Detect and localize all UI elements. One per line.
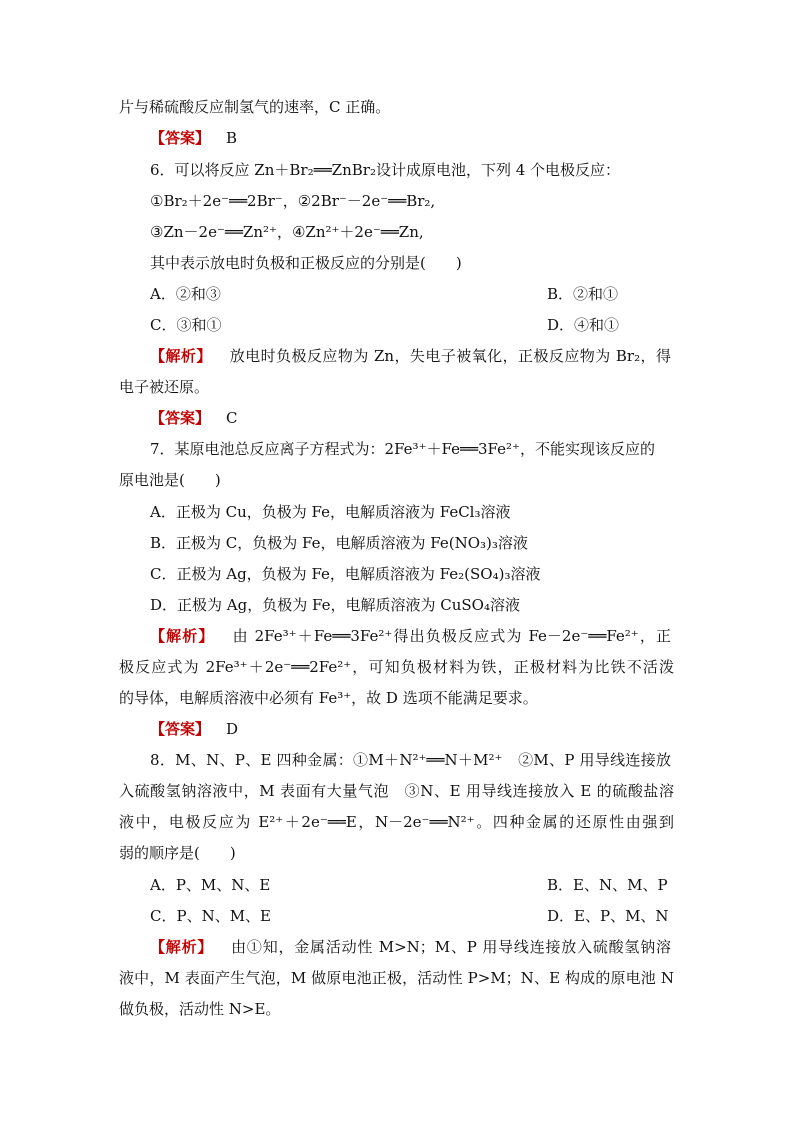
- explanation-label: 【解析】: [150, 938, 214, 956]
- explanation-label: 【解析】: [150, 347, 212, 365]
- q6-option-d: D．④和①: [547, 316, 620, 334]
- answer-value: B: [226, 129, 238, 147]
- q8-options-row-1: [150, 875, 668, 895]
- explanation-label: 【解析】: [150, 627, 215, 645]
- q8-explanation: [150, 937, 671, 957]
- q8-stem: 8．M、N、P、E 四种金属：①M＋N²⁺══N＋M²⁺ ②M、P 用导线连接放: [150, 751, 671, 769]
- q7-answer-value: D: [226, 720, 239, 738]
- q6-explanation: [150, 346, 671, 366]
- q7-option-c: C．正极为 Ag，负极为 Fe，电解质溶液为 Fe₂(SO₄)₃溶液: [150, 565, 541, 583]
- q8-option-b: B．E、N、M、P: [547, 876, 668, 894]
- q8-options-row-2: [150, 906, 669, 926]
- q7-option-b: B．正极为 C，负极为 Fe，电解质溶液为 Fe(NO₃)₃溶液: [150, 534, 528, 552]
- q6-answer-line: [150, 408, 238, 428]
- q8-explanation-text: 由①知，金属活动性 M>N；M、P 用导线连接放入硫酸氢钠溶: [231, 938, 671, 956]
- answer-line-prev: [150, 128, 237, 148]
- q8-explanation-cont: 液中，M 表面产生气泡，M 做原电池正极，活动性 P>M；N、E 构成的原电池 N: [119, 969, 674, 987]
- q6-stem: 6．可以将反应 Zn＋Br₂══ZnBr₂设计成原电池，下列 4 个电极反应：: [150, 161, 621, 179]
- q7-explanation-text: 由 2Fe³⁺＋Fe══3Fe²⁺得出负极反应式为 Fe－2e⁻══Fe²⁺，正: [232, 627, 671, 645]
- q6-reaction-line: ①Br₂＋2e⁻══2Br⁻，②2Br⁻－2e⁻══Br₂,: [150, 192, 436, 210]
- q6-answer-value: C: [226, 409, 238, 427]
- q8-stem-cont: 弱的顺序是( ): [119, 844, 236, 862]
- q8-option-a: A．P、M、N、E: [150, 876, 271, 894]
- q7-explanation-cont: 极反应式为 2Fe³⁺＋2e⁻══2Fe²⁺，可知负极材料为铁，正极材料为比铁不活泼: [119, 658, 674, 676]
- q7-explanation-cont: 的导体，电解质溶液中必须有 Fe³⁺，故 D 选项不能满足要求。: [119, 689, 538, 707]
- q6-explanation-cont: 电子被还原。: [119, 378, 210, 396]
- text-line: 片与稀硫酸反应制氢气的速率，C 正确。: [119, 98, 391, 116]
- answer-label: 【答案】: [150, 720, 211, 738]
- q8-option-c: C．P、N、M、E: [150, 907, 272, 925]
- q6-option-a: A．②和③: [150, 285, 221, 303]
- q7-explanation: [150, 626, 671, 646]
- q6-question: 其中表示放电时负极和正极反应的分别是( ): [150, 254, 462, 272]
- q8-stem-cont: 液中，电极反应为 E²⁺＋2e⁻══E，N－2e⁻══N²⁺。四种金属的还原性由强到: [119, 813, 674, 831]
- answer-label: 【答案】: [150, 409, 211, 427]
- q7-stem: 7．某原电池总反应离子方程式为：2Fe³⁺＋Fe══3Fe²⁺，不能实现该反应的: [150, 440, 655, 458]
- q6-option-b: B．②和①: [547, 285, 619, 303]
- q7-option-a: A．正极为 Cu，负极为 Fe，电解质溶液为 FeCl₃溶液: [150, 503, 511, 521]
- answer-label: 【答案】: [150, 129, 211, 147]
- q6-option-c: C．③和①: [150, 316, 222, 334]
- q7-option-d: D．正极为 Ag，负极为 Fe，电解质溶液为 CuSO₄溶液: [150, 596, 520, 614]
- q8-explanation-cont: 做负极，活动性 N>E。: [119, 1000, 281, 1018]
- q8-option-d: D．E、P、M、N: [547, 907, 669, 925]
- q7-answer-line: [150, 719, 238, 739]
- q6-explanation-text: 放电时负极反应物为 Zn，失电子被氧化，正极反应物为 Br₂，得: [229, 347, 671, 365]
- q6-options-row-2: [150, 315, 620, 335]
- q6-reaction-line: ③Zn－2e⁻══Zn²⁺，④Zn²⁺＋2e⁻══Zn,: [150, 223, 424, 241]
- q8-stem-cont: 入硫酸氢钠溶液中，M 表面有大量气泡 ③N、E 用导线连接放入 E 的硫酸盐溶: [119, 782, 674, 800]
- q7-stem-cont: 原电池是( ): [119, 471, 221, 489]
- q6-options-row-1: [150, 284, 619, 304]
